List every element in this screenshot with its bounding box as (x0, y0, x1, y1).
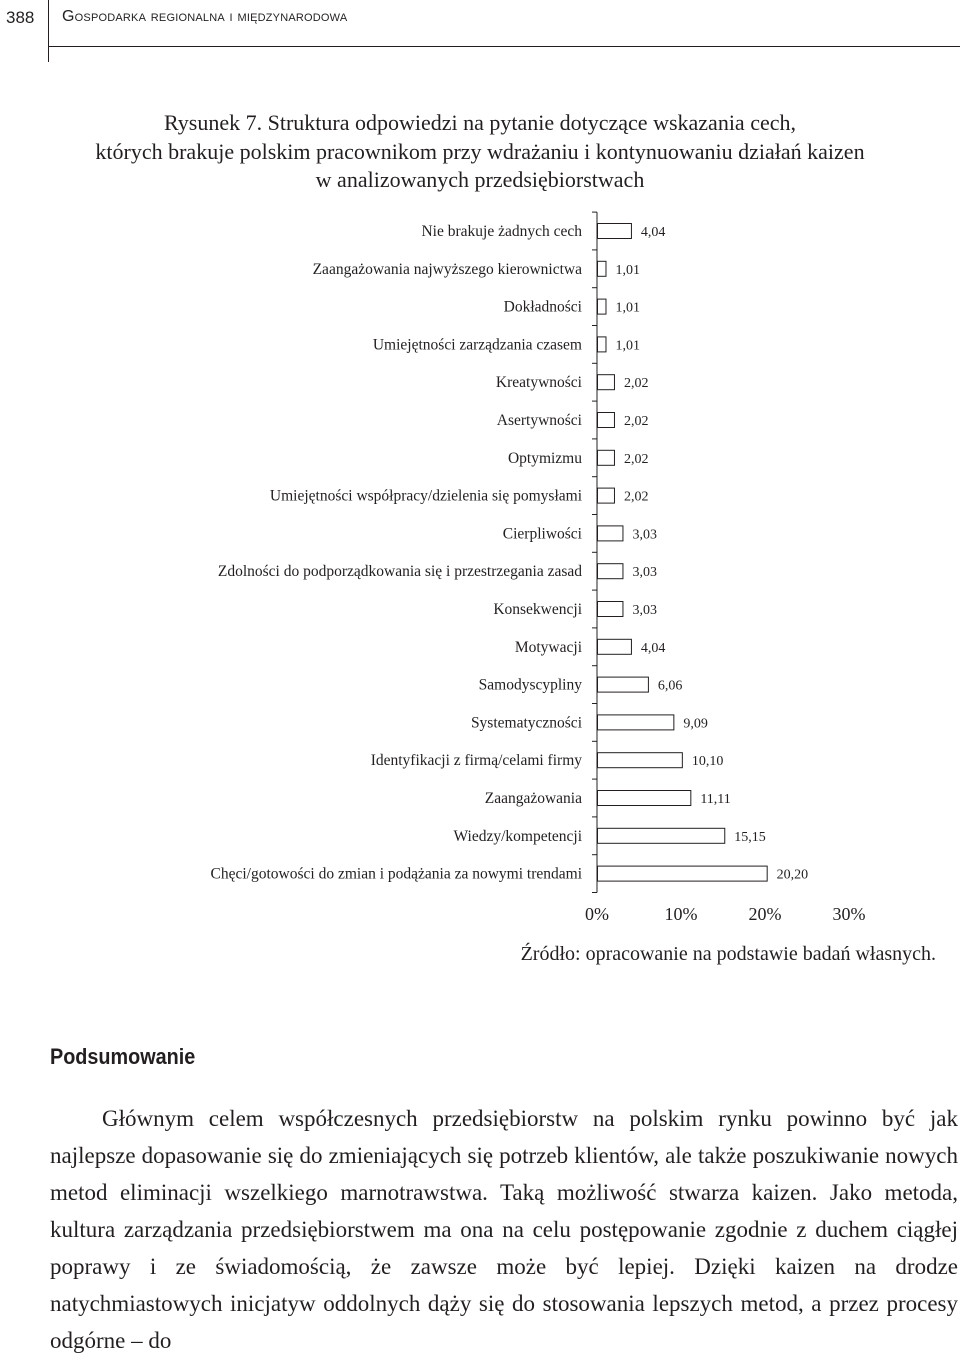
bar (598, 450, 615, 465)
bar (598, 413, 615, 428)
category-label: Zdolności do podporządkowania się i przestrzegania zasad (217, 563, 582, 581)
x-tick-label: 30% (832, 904, 866, 924)
category-label: Samodyscypliny (478, 676, 582, 694)
category-label: Konsekwencji (493, 601, 582, 618)
data-label: 4,04 (640, 640, 666, 656)
category-label: Motywacji (514, 638, 582, 656)
bar (598, 261, 606, 276)
data-label: 3,03 (632, 565, 657, 581)
data-label: 6,06 (657, 678, 683, 694)
bar (598, 791, 691, 806)
figure-title-line: których brakuje polskim pracownikom przy wdrażaniu i kontynuowaniu działań kaizen (95, 138, 865, 164)
bar (598, 715, 674, 730)
category-label: Cierpliwości (502, 525, 582, 543)
data-label: 10,10 (691, 754, 724, 770)
bar (598, 337, 606, 352)
figure-source: Źródło: opracowanie na podstawie badań własnych. (520, 943, 936, 965)
data-label: 2,02 (623, 414, 649, 429)
category-label: Systematyczności (470, 714, 582, 732)
x-tick-label: 0% (585, 904, 609, 924)
data-label: 3,03 (632, 527, 657, 543)
data-label: 1,01 (615, 338, 640, 354)
category-label: Chęci/gotowości do zmian i podążania za nowymi trendami (210, 865, 582, 883)
header-horizontal-rule (49, 46, 960, 47)
bar (598, 375, 615, 390)
bar (598, 828, 725, 843)
data-label: 4,04 (640, 225, 666, 240)
bar (598, 753, 683, 768)
category-label: Asertywności (496, 412, 582, 429)
category-label: Kreatywności (495, 374, 582, 392)
data-label: 2,02 (623, 489, 649, 505)
bar (598, 224, 632, 239)
x-tick-label: 20% (748, 904, 782, 924)
bar (598, 639, 632, 654)
category-label: Umiejętności zarządzania czasem (372, 336, 582, 354)
data-label: 1,01 (615, 262, 640, 278)
bar (598, 866, 768, 881)
category-label: Optymizmu (507, 449, 582, 467)
data-label: 20,20 (776, 867, 809, 883)
header-vertical-rule (48, 0, 49, 62)
data-label: 2,02 (623, 451, 649, 467)
category-label: Zaangażowania (484, 790, 582, 807)
bar (598, 299, 606, 314)
running-title: Gospodarka regionalna i międzynarodowa (62, 8, 348, 25)
data-label: 1,01 (615, 300, 640, 316)
figure-title-line: Rysunek 7. Struktura odpowiedzi na pytanie dotyczące wskazania cech, (163, 110, 796, 135)
category-label: Wiedzy/kompetencji (453, 827, 582, 845)
category-label: Zaangażowania najwyższego kierownictwa (312, 260, 582, 278)
category-label: Dokładności (503, 298, 582, 316)
page-header (0, 0, 960, 62)
category-label: Nie brakuje żadnych cech (421, 223, 582, 240)
category-label: Identyfikacji z firmą/celami firmy (370, 752, 582, 770)
x-tick-label: 10% (664, 904, 698, 924)
bar (598, 564, 623, 579)
figure-title-line: w analizowanych przedsiębiorstwach (315, 167, 645, 192)
data-label: 2,02 (623, 376, 649, 392)
bar (598, 677, 649, 692)
section-heading: Podsumowanie (50, 1044, 196, 1069)
bar-chart (0, 200, 960, 930)
page-number: 388 (6, 8, 35, 27)
figure-title (40, 109, 920, 195)
category-label: Umiejętności współpracy/dzielenia się pomysłami (269, 487, 582, 505)
bar (598, 488, 615, 503)
data-label: 15,15 (734, 829, 766, 845)
data-label: 3,03 (632, 603, 657, 618)
data-label: 11,11 (700, 792, 731, 807)
body-paragraph: Głównym celem współczesnych przedsiębiorstw na polskim rynku powinno być jak najlepsze dopasowanie się do zmieniających się potrzeb klientów, ale także poszukiwanie nowych metod eliminacji wszelkiego marnotrawstwa. Taką możliwość stwarza kaizen. Jako metoda, kultura zarządzania przedsiębiorstwem ma ona na celu postępowanie zgodnie z duchem ciągłej poprawy i ze świadomością, że zawsze może być lepiej. Dzięki kaizen na drodze natychmiastowych inicjatyw oddolnych dąży się do stosowania lepszych metod, a przez procesy odgórne – do (50, 1106, 958, 1353)
bar (598, 602, 623, 617)
data-label: 9,09 (683, 716, 708, 732)
bar (598, 526, 623, 541)
